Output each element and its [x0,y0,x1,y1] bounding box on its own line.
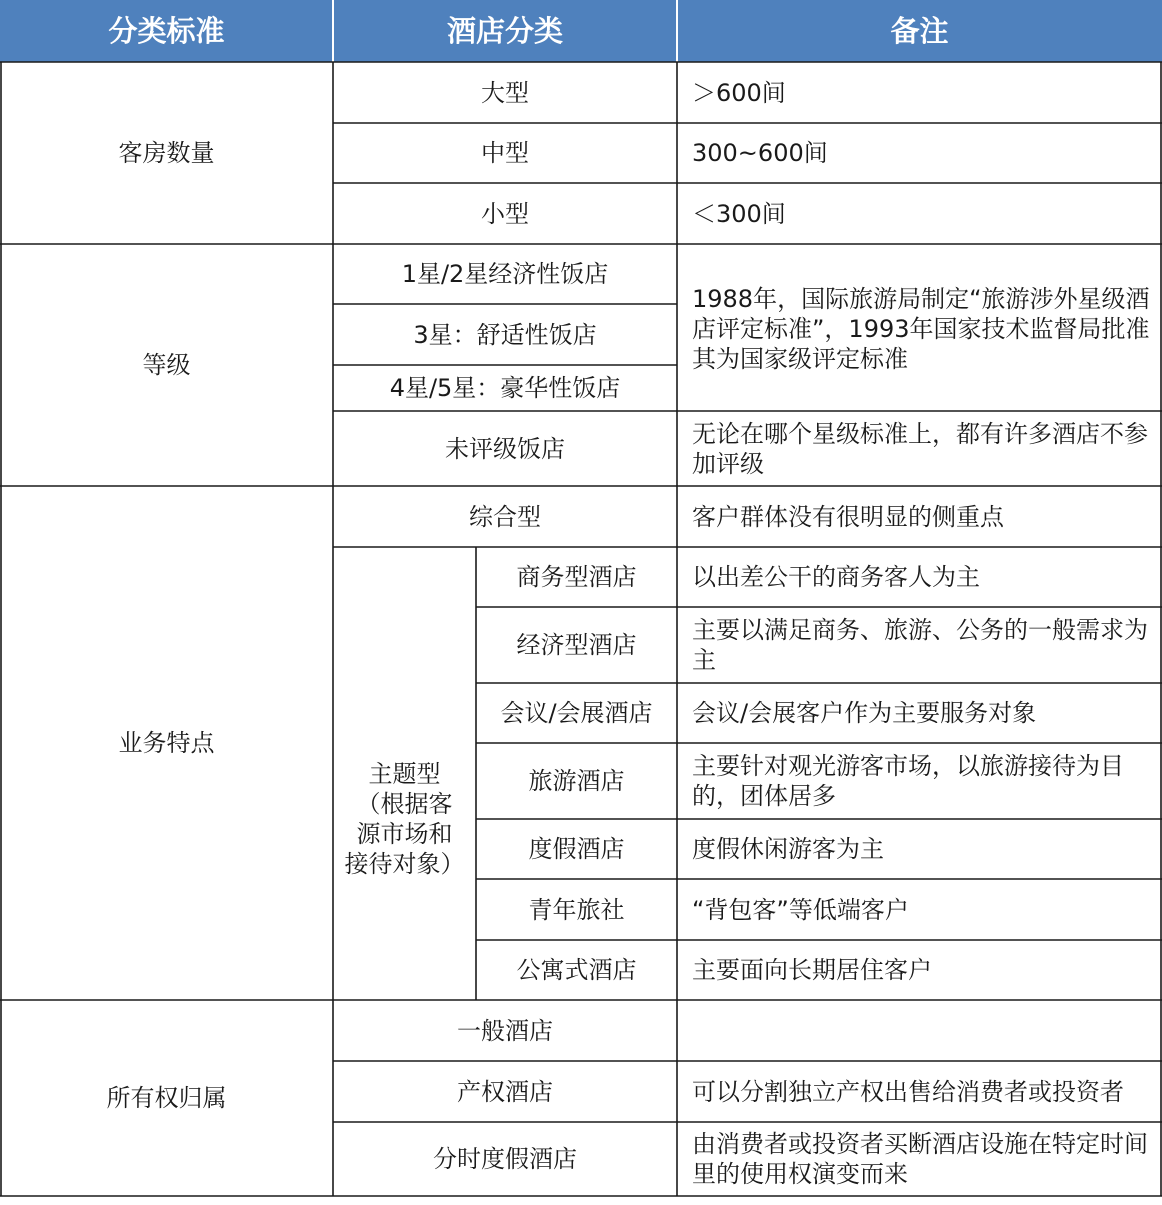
table-cell-note: 会议/会展客户作为主要服务对象 [692,699,1037,727]
table-cell-note: 度假休闲游客为主 [692,835,884,863]
table-cell-type: 大型 [481,78,529,107]
table-cell-note: 客户群体没有很明显的侧重点 [692,502,1004,531]
table-cell-note: 主要针对观光游客市场，以旅游接待为目的，团体居多 [692,752,1124,810]
table-cell-type: 4星/5星：豪华性饭店 [389,374,621,402]
table-cell-note: 以出差公干的商务客人为主 [692,563,980,591]
table-cell-note: 300~600间 [692,139,828,167]
table-cell-note: 由消费者或投资者买断酒店设施在特定时间里的使用权演变而来 [692,1130,1148,1188]
header-hotel-type: 酒店分类 [333,0,677,62]
table-cell-type: 旅游酒店 [528,767,625,795]
header-remarks: 备注 [677,0,1162,62]
table-cell-type: 公寓式酒店 [516,956,637,984]
header-category-standard: 分类标准 [0,0,333,62]
table-cell-type: 3星：舒适性饭店 [413,320,597,349]
table-cell-note: ＜300间 [692,199,786,228]
table-cell-type: 1星/2星经济性饭店 [401,260,609,288]
table-cell-type: 未评级饭店 [445,434,565,463]
theme-type-label: 主题型 （根据客 源市场和 接待对象） [344,759,465,878]
group-label-ownership: 所有权归属 [106,1084,227,1112]
table-cell-type: 中型 [481,139,529,167]
table-cell-note: 主要面向长期居住客户 [692,956,932,984]
table-cell-type: 产权酒店 [457,1077,553,1106]
group-label-business: 业务特点 [118,729,215,757]
table-cell-type: 经济型酒店 [516,631,637,659]
table-cell-type: 分时度假酒店 [433,1145,577,1173]
table-cell-note: 无论在哪个星级标准上，都有许多酒店不参加评级 [692,419,1148,478]
table-cell-note: 可以分割独立产权出售给消费者或投资者 [692,1077,1124,1106]
table-cell-type: 商务型酒店 [516,563,637,591]
group-label-rooms: 客房数量 [118,139,215,167]
group-label-grade: 等级 [142,351,191,379]
table-cell-type: 一般酒店 [457,1016,553,1045]
table-cell-note [677,1000,1162,1061]
table-cell-note: “背包客”等低端客户 [692,895,909,924]
star-standard-note: 1988年，国际旅游局制定“旅游涉外星级酒店评定标准”，1993年国家技术监督局批准其为国家级评定标准 [692,285,1150,373]
table-cell-type: 青年旅社 [528,895,625,924]
table-cell-type: 度假酒店 [528,835,625,863]
table-cell-type: 小型 [481,199,529,228]
table-cell-note: 主要以满足商务、旅游、公务的一般需求为主 [692,616,1148,674]
table-cell-type: 会议/会展酒店 [500,699,653,727]
table-cell-type: 综合型 [469,502,541,531]
table-cell-note: ＞600间 [692,78,786,107]
